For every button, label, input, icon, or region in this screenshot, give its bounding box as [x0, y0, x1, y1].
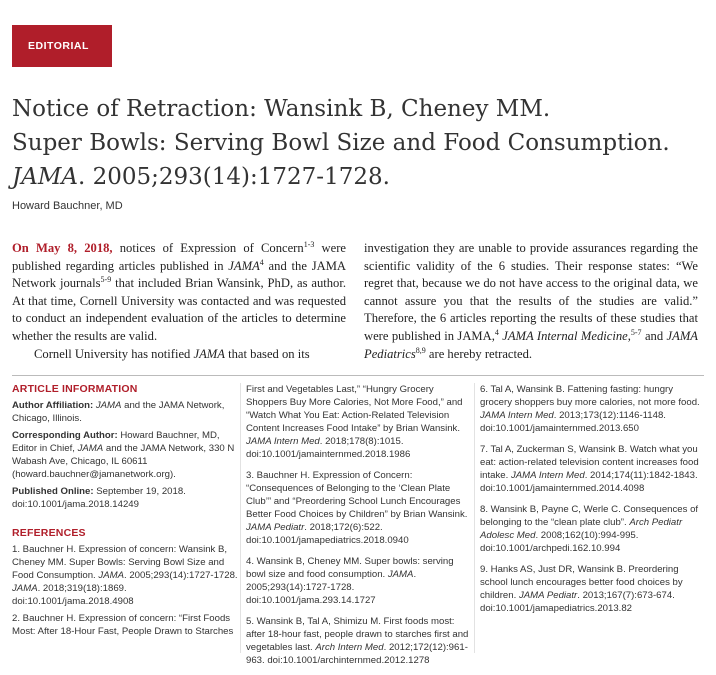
title-line-3	[12, 160, 702, 194]
ref-text: . 2008;162(10):994-995. doi:10.1001/archpedi.162.10.994	[480, 530, 639, 554]
body-column-left	[12, 240, 346, 363]
ref-text: 4. Wansink B, Cheney MM. Super bowls: serving bowl size and food consumption.	[246, 556, 454, 580]
ref-text: . 2013;173(12):1146-1148. doi:10.1001/jamainternmed.2013.650	[480, 410, 666, 434]
corresponding-label: Corresponding Author:	[12, 430, 118, 441]
ref-text: . 2014;174(11):1842-1843. doi:10.1001/jamainternmed.2014.4098	[480, 470, 698, 494]
article-title	[12, 92, 702, 194]
reference-9	[480, 563, 704, 615]
reference-5	[246, 615, 470, 667]
journal-name: JAMA	[98, 570, 124, 581]
ref-text: . 2018;178(8):1015. doi:10.1001/jamainternmed.2018.1986	[246, 436, 411, 460]
column-divider	[240, 383, 241, 653]
journal-name: JAMA Internal Medicine	[502, 328, 628, 343]
body-text: notices of Expression of Concern	[112, 241, 304, 255]
section-divider	[12, 375, 704, 376]
journal-name: JAMA	[12, 583, 38, 594]
ref-text: 2. Bauchner H. Expression of concern: “First Foods Most: After 18-Hour Fast, People Drawn to Starches	[12, 613, 234, 637]
body-paragraph-2-cont	[364, 240, 698, 363]
publication-date: On May 8, 2018,	[12, 241, 113, 255]
journal-name: JAMA Pediatr	[246, 522, 305, 533]
journal-name: JAMA Pediatrics	[364, 328, 698, 361]
journal-name: JAMA	[95, 400, 122, 411]
body-text: and the JAMA Network journals	[12, 258, 346, 291]
title-line-2: Super Bowls: Serving Bowl Size and Food Consumption.	[12, 130, 670, 156]
ref-text: 9. Hanks AS, Just DR, Wansink B. Preordering school lunch encourages better food choices by children.	[480, 564, 683, 601]
ref-text: 6. Tal A, Wansink B. Fattening fasting: hungry grocery shoppers buy more calories, not more food.	[480, 384, 700, 408]
journal-name: JAMA Intern Med	[480, 410, 554, 421]
ref-text: 7. Tal A, Zuckerman S, Wansink B. Watch what you eat: action-related television content increases food intake.	[480, 444, 699, 481]
reference-8	[480, 503, 704, 555]
corresponding-text: Howard Bauchner, MD, Editor in Chief,	[12, 430, 220, 454]
journal-name: Arch Pediatr Adolesc Med	[480, 517, 683, 541]
affiliation-text: and the JAMA Network, Chicago, Illinois.	[12, 400, 225, 424]
ref-text: First and Vegetables Last,” “Hungry Grocery Shoppers Buy More Calories, Not More Food,” and “Watch What You Eat: Action-Related Television Content Increases Food Intake” by Brian Wansink.	[246, 384, 463, 434]
journal-name: JAMA Intern Med	[510, 470, 585, 481]
reference-3	[246, 469, 470, 547]
body-text: investigation they are unable to provide assurances regarding the scientific validity of the 6 studies. Their response states: “We regret that, because we do not have access to the original data, we cannot assure you that the results of the studies are valid.” Therefore, the 6 articles reporting the results of these studies that were published in JAMA,	[364, 241, 698, 343]
references-column-2	[246, 383, 470, 675]
published-online	[12, 485, 238, 511]
ref-text: . 2018;172(6):522. doi:10.1001/jamapediatrics.2018.0940	[246, 522, 409, 546]
body-column-right	[364, 240, 698, 363]
reference-2	[12, 612, 238, 638]
published-label: Published Online:	[12, 486, 94, 497]
body-text: Cornell University has notified	[34, 346, 194, 361]
journal-name: JAMA Pediatr	[518, 590, 578, 601]
journal-name: JAMA	[228, 258, 260, 273]
corresponding-author	[12, 429, 238, 481]
article-info-heading: ARTICLE INFORMATION	[12, 383, 138, 395]
reference-1	[12, 543, 238, 608]
reference-7	[480, 443, 704, 495]
body-text: ,	[627, 328, 631, 343]
journal-name: Arch Intern Med	[315, 642, 384, 653]
byline: Howard Bauchner, MD	[12, 200, 123, 212]
published-text: September 19, 2018. doi:10.1001/jama.2018.14249	[12, 486, 186, 510]
ref-text: 3. Bauchner H. Expression of Concern: “Consequences of Belonging to the ‘Clean Plate Club’” and “Preordering School Lunch Encourages Better Food Choices by Children” by Brian Wansink.	[246, 470, 468, 520]
ref-text: . 2005;293(14):1727-1728. doi:10.1001/jama.293.14.1727	[246, 569, 417, 606]
ref-superscript: 5-7	[630, 327, 642, 337]
affiliation-label: Author Affiliation:	[12, 400, 94, 411]
section-badge: EDITORIAL	[12, 25, 112, 67]
reference-6	[480, 383, 704, 435]
author-affiliation	[12, 399, 238, 425]
corresponding-text: and the JAMA Network, 330 N Wabash Ave, Chicago, IL 60611 (howard.bauchner@jamanetwork.org).	[12, 443, 235, 480]
title-line-1: Notice of Retraction: Wansink B, Cheney MM.	[12, 96, 551, 122]
ref-superscript: 4	[259, 257, 264, 267]
reference-2-continued	[246, 383, 470, 461]
ref-superscript: 1-3	[303, 239, 315, 249]
body-text-continued: that based on its	[224, 346, 310, 361]
reference-4	[246, 555, 470, 607]
ref-text: 8. Wansink B, Payne C, Werle C. Consequences of belonging to the “clean plate club”.	[480, 504, 699, 528]
body-text: were published regarding articles published in	[12, 241, 346, 273]
ref-superscript: 4	[494, 327, 499, 337]
references-column-3	[480, 383, 704, 623]
ref-text: . 2018;319(18):1869. doi:10.1001/jama.2018.4908	[12, 583, 134, 607]
ref-text: . 2013;167(7):673-674. doi:10.1001/jamapediatrics.2013.82	[480, 590, 675, 614]
ref-superscript: 8,9	[415, 345, 426, 355]
journal-name: JAMA Intern Med	[246, 436, 320, 447]
article-info-column	[12, 383, 238, 642]
body-paragraph-1	[12, 240, 346, 346]
body-text: that included Brian Wansink, PhD, as author. At that time, Cornell University was contacted and was requested to conduct an independent evaluation of the articles to determine whether the results are valid.	[12, 276, 346, 343]
references-heading: REFERENCES	[12, 527, 86, 539]
body-text: are hereby retracted.	[425, 346, 533, 361]
journal-name: JAMA	[387, 569, 414, 580]
journal-name: JAMA	[77, 443, 104, 454]
ref-text: 1. Bauchner H. Expression of concern: Wansink B, Cheney MM. Super Bowls: Serving Bowl Size and Food Consumption.	[12, 544, 228, 581]
title-citation: . 2005;293(14):1727-1728.	[78, 164, 390, 190]
ref-text: . 2005;293(14):1727-1728.	[123, 570, 238, 581]
column-divider	[474, 383, 475, 653]
ref-text: 5. Wansink B, Tal A, Shimizu M. First foods most: after 18-hour fast, people drawn to starches first and vegetables last.	[246, 616, 469, 653]
journal-name: JAMA	[193, 346, 225, 361]
body-paragraph-2-start	[12, 346, 346, 364]
title-journal: JAMA	[12, 164, 78, 190]
ref-text: . 2012;172(12):961-963. doi:10.1001/archinternmed.2012.1278	[246, 642, 468, 666]
ref-superscript: 5-9	[100, 275, 112, 284]
body-text: and	[641, 328, 667, 343]
